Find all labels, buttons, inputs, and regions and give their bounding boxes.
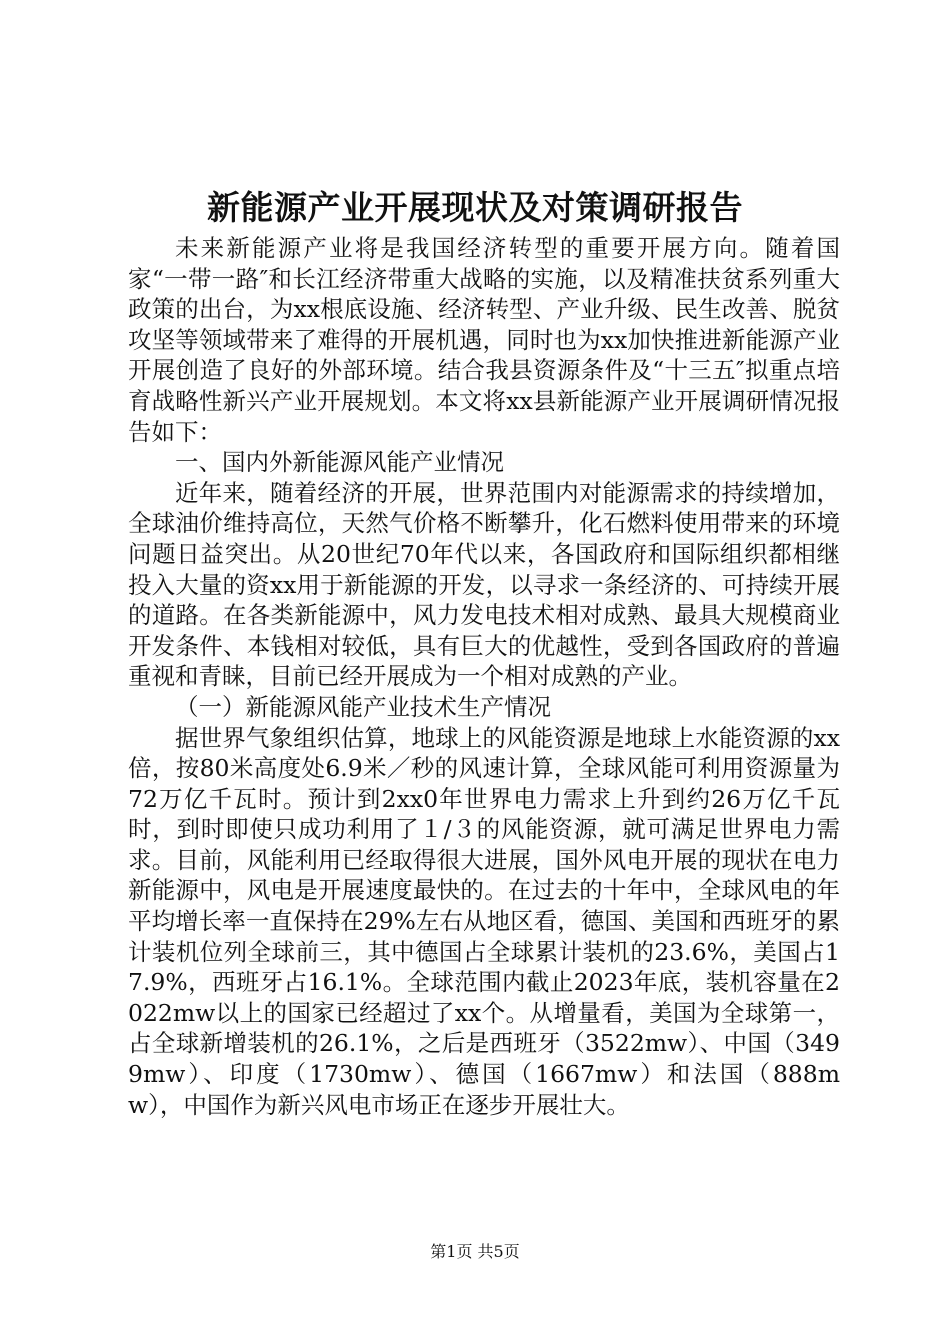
intro-paragraph: 未来新能源产业将是我国经济转型的重要开展方向。随着国家“一带一路″和长江经济带重大战略的实施，以及精准扶贫系列重大政策的出台，为xx根底设施、经济转型、产业升级、民生改善、脱贫攻坚等领域带来了难得的开展机遇，同时也为xx加快推进新能源产业开展创造了良好的外部环境。结合我县资源条件及“十三五″拟重点培育战略性新兴产业开展规划。本文将xx县新能源产业开展调研情况报告如下： (128, 234, 840, 446)
document-title: 新能源产业开展现状及对策调研报告 (207, 188, 743, 227)
subsection-1-paragraph: 据世界气象组织估算，地球上的风能资源是地球上水能资源的xx倍，按80米高度处6.9米／秒的风速计算，全球风能可利用资源量为72万亿千瓦时。预计到2xx0年世界电力需求上升到约26万亿千瓦时，到时即使只成功利用了１/３的风能资源，就可满足世界电力需求。目前，风能利用已经取得很大进展，国外风电开展的现状在电力新能源中，风电是开展速度最快的。在过去的十年中，全球风电的年平均增长率一直保持在29%左右从地区看，德国、美国和西班牙的累计装机位列全球前三，其中德国占全球累计装机的23.6%，美国占17.9%，西班牙占16.1%。全球范围内截止2023年底，装机容量在2022mw以上的国家已经超过了xx个。从增量看，美国为全球第一，占全球新增装机的26.1%，之后是西班牙（3522mw）、中国（3499mw）、印度（1730mw）、德国（1667mw）和法国（888mw），中国作为新兴风电市场正在逐步开展壮大。 (128, 723, 840, 1119)
document-body (128, 233, 840, 1120)
section-heading-1: 一、国内外新能源风能产业情况 (175, 448, 504, 477)
section-1-paragraph: 近年来，随着经济的开展，世界范围内对能源需求的持续增加，全球油价维持高位，天然气价格不断攀升，化石燃料使用带来的环境问题日益突出。从20世纪70年代以来，各国政府和国际组织都相继投入大量的资xx用于新能源的开发，以寻求一条经济的、可持续开展的道路。在各类新能源中，风力发电技术相对成熟、最具大规模商业开发条件、本钱相对较低，具有巨大的优越性，受到各国政府的普遍重视和青睐，目前已经开展成为一个相对成熟的产业。 (128, 478, 840, 691)
subsection-heading-1: （一）新能源风能产业技术生产情况 (175, 692, 551, 721)
page-number-footer: 第1页 共5页 (430, 1242, 520, 1261)
